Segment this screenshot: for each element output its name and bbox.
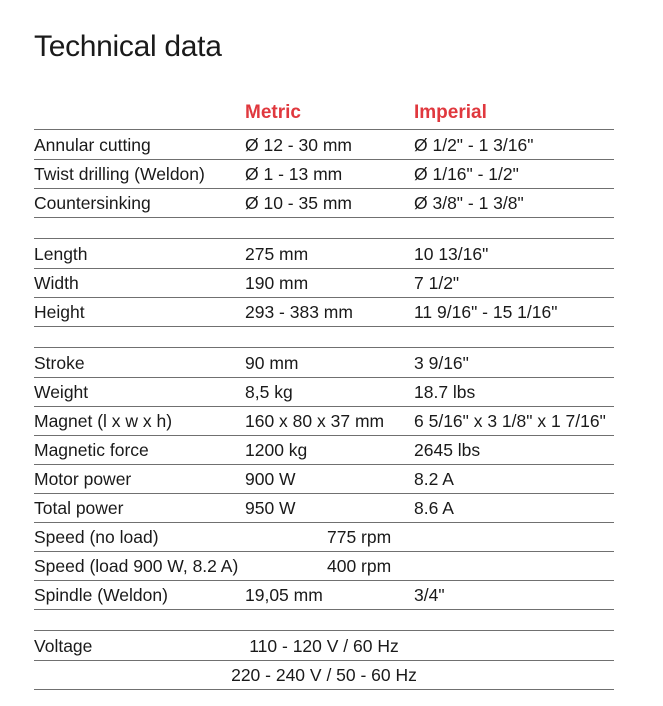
- spec-imperial-value: Ø 1/2" - 1 3/16": [414, 135, 534, 155]
- spec-metric-value: 8,5 kg: [245, 382, 293, 402]
- spec-row-total-power: [34, 493, 614, 523]
- spec-shared-value: 775 rpm: [327, 527, 392, 547]
- spec-row-speed-no-load: [34, 522, 614, 552]
- spec-row-countersinking: [34, 188, 614, 218]
- spec-imperial-value: 3 9/16": [414, 353, 469, 373]
- page-title: Technical data: [34, 30, 222, 63]
- spec-metric-value: 90 mm: [245, 353, 299, 373]
- spec-imperial-value: 8.6 A: [414, 498, 454, 518]
- spec-row-width: [34, 268, 614, 298]
- spec-metric-value: 950 W: [245, 498, 296, 518]
- spec-label: Motor power: [34, 469, 132, 489]
- spec-label: Magnetic force: [34, 440, 149, 460]
- spec-imperial-value: Ø 1/16" - 1/2": [414, 164, 519, 184]
- spec-label: Magnet (l x w x h): [34, 411, 173, 431]
- spec-row-magnetic-force: [34, 435, 614, 465]
- spec-label: Countersinking: [34, 193, 151, 213]
- spec-metric-value: 275 mm: [245, 244, 309, 264]
- spec-row-magnet: [34, 406, 614, 436]
- imperial-column-header: Imperial: [414, 102, 487, 123]
- spec-row-speed-load: [34, 551, 614, 581]
- spec-label: Height: [34, 302, 85, 322]
- spec-metric-value: 1200 kg: [245, 440, 308, 460]
- spec-row-spindle: [34, 580, 614, 610]
- spec-label: Speed (load 900 W, 8.2 A): [34, 556, 239, 576]
- voltage-value-2: 220 - 240 V / 50 - 60 Hz: [231, 665, 417, 685]
- spec-label: Weight: [34, 382, 89, 402]
- spec-label: Length: [34, 244, 88, 264]
- spec-metric-value: 19,05 mm: [245, 585, 323, 605]
- spec-row-twist-drilling: [34, 159, 614, 189]
- spec-imperial-value: 3/4": [414, 585, 445, 605]
- spec-label: Spindle (Weldon): [34, 585, 168, 605]
- spec-shared-value: 400 rpm: [327, 556, 392, 576]
- spec-label: Width: [34, 273, 79, 293]
- spec-imperial-value: 7 1/2": [414, 273, 460, 293]
- spec-metric-value: Ø 10 - 35 mm: [245, 193, 352, 213]
- spec-metric-value: Ø 1 - 13 mm: [245, 164, 343, 184]
- spec-row-weight: [34, 377, 614, 407]
- spec-row-motor-power: [34, 464, 614, 494]
- spec-metric-value: Ø 12 - 30 mm: [245, 135, 352, 155]
- spec-imperial-value: 18.7 lbs: [414, 382, 476, 402]
- spec-metric-value: 190 mm: [245, 273, 309, 293]
- spec-imperial-value: 11 9/16" - 15 1/16": [414, 302, 558, 322]
- spec-imperial-value: 6 5/16" x 3 1/8" x 1 7/16": [414, 411, 606, 431]
- spec-imperial-value: 10 13/16": [414, 244, 489, 264]
- spec-row-voltage: [34, 631, 614, 661]
- spec-row-voltage-2: [34, 660, 614, 690]
- spec-row-length: [34, 239, 614, 269]
- spec-imperial-value: 2645 lbs: [414, 440, 481, 460]
- spec-label: Stroke: [34, 353, 85, 373]
- spec-label: Total power: [34, 498, 124, 518]
- spec-row-height: [34, 297, 614, 327]
- metric-column-header: Metric: [245, 102, 301, 123]
- spec-label: Speed (no load): [34, 527, 159, 547]
- spec-imperial-value: Ø 3/8" - 1 3/8": [414, 193, 524, 213]
- spec-metric-value: 293 - 383 mm: [245, 302, 353, 322]
- spec-row-stroke: [34, 348, 614, 378]
- spec-metric-value: 900 W: [245, 469, 296, 489]
- spec-row-annular-cutting: [34, 130, 614, 160]
- spec-label: Twist drilling (Weldon): [34, 164, 205, 184]
- spec-metric-value: 160 x 80 x 37 mm: [245, 411, 385, 431]
- spec-label: Annular cutting: [34, 135, 151, 155]
- voltage-value-1: 110 - 120 V / 60 Hz: [249, 636, 399, 656]
- spec-label: Voltage: [34, 636, 93, 656]
- spec-imperial-value: 8.2 A: [414, 469, 454, 489]
